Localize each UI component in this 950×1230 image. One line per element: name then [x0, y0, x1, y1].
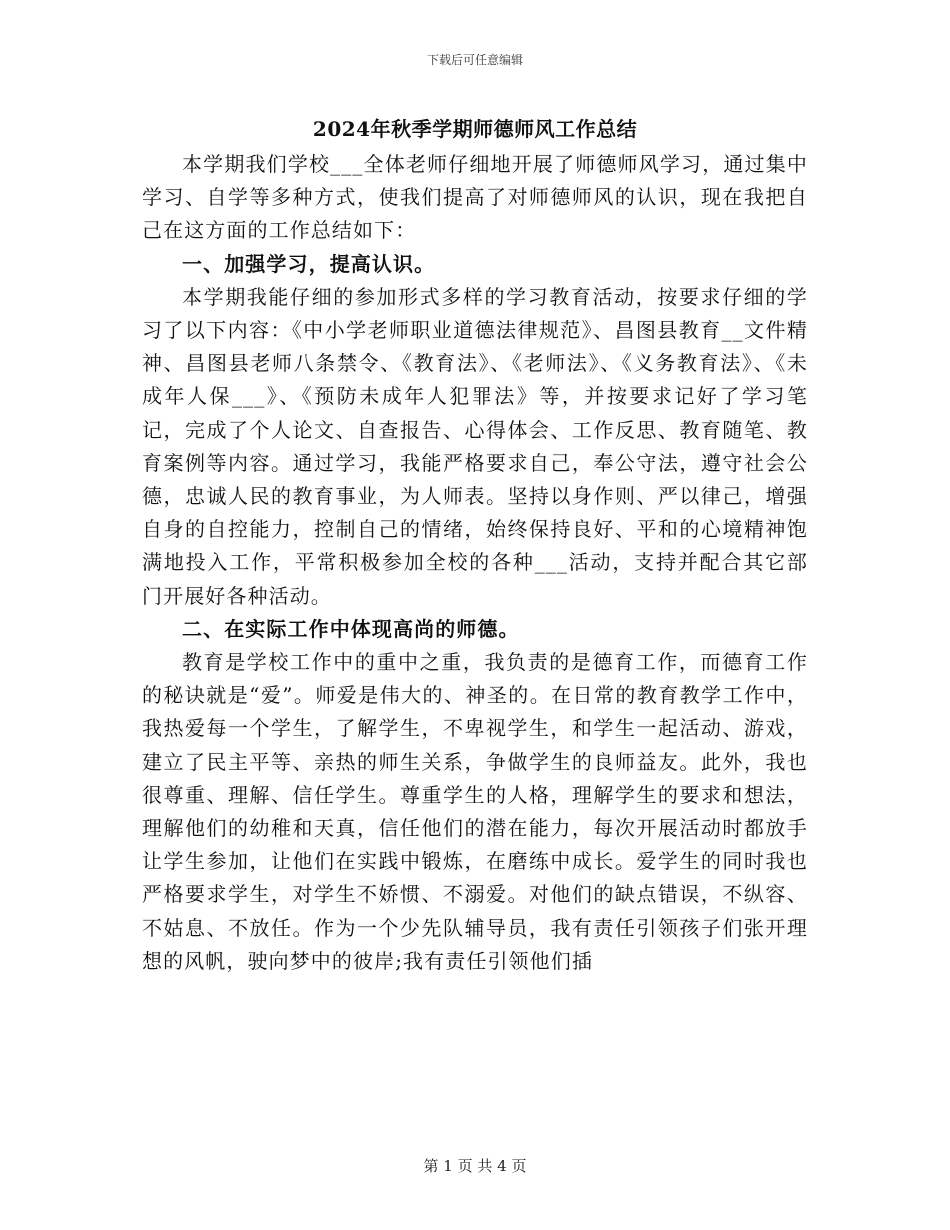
- header-note: 下载后可任意编辑: [426, 53, 523, 67]
- section-1-heading: 一、加强学习，提高认识。: [182, 251, 436, 276]
- document-title: 2024年秋季学期师德师风工作总结: [312, 117, 638, 141]
- section-2-paragraph: 教育是学校工作中的重中之重，我负责的是德育工作，而德育工作的秘诀就是“爱”。师爱是伟大的、神圣的。在日常的教育教学工作中，我热爱每一个学生，了解学生，不卑视学生，和学生一起活动、游戏，建立了民主平等、亲热的师生关系，争做学生的良师益友。此外，我也很尊重、理解、信任学生。尊重学生的人格，理解学生的要求和想法，理解他们的幼稚和天真，信任他们的潜在能力，每次开展活动时都放手让学生参加，让他们在实践中锻炼，在磨练中成长。爱学生的同时我也严格要求学生，对学生不娇惯、不溺爱。对他们的缺点错误，不纵容、不姑息、不放任。作为一个少先队辅导员，我有责任引领孩子们张开理想的风帆，驶向梦中的彼岸;我有责任引领他们插: [142, 650, 808, 973]
- section-1-paragraph: 本学期我能仔细的参加形式多样的学习教育活动，按要求仔细的学习了以下内容：《中小学老师职业道德法律规范》、昌图县教育__文件精神、昌图县老师八条禁令、《教育法》、《老师法》、《义务教育法》、《未成年人保___》、《预防未成年人犯罪法》等，并按要求记好了学习笔记，完成了个人论文、自查报告、心得体会、工作反思、教育随笔、教育案例等内容。通过学习，我能严格要求自己，奉公守法，遵守社会公德，忠诚人民的教育事业，为人师表。坚持以身作则、严以律己，增强自身的自控能力，控制自己的情绪，始终保持良好、平和的心境精神饱满地投入工作，平常积极参加全校的各种___活动，支持并配合其它部门开展好各种活动。: [142, 284, 808, 608]
- document-body: [142, 148, 808, 978]
- page-number: 第 1 页 共 4 页: [423, 1157, 527, 1175]
- intro-paragraph: 本学期我们学校___全体老师仔细地开展了师德师风学习，通过集中学习、自学等多种方式，使我们提高了对师德师风的认识，现在我把自己在这方面的工作总结如下：: [142, 152, 808, 243]
- section-2-heading: 二、在实际工作中体现高尚的师德。: [182, 616, 520, 641]
